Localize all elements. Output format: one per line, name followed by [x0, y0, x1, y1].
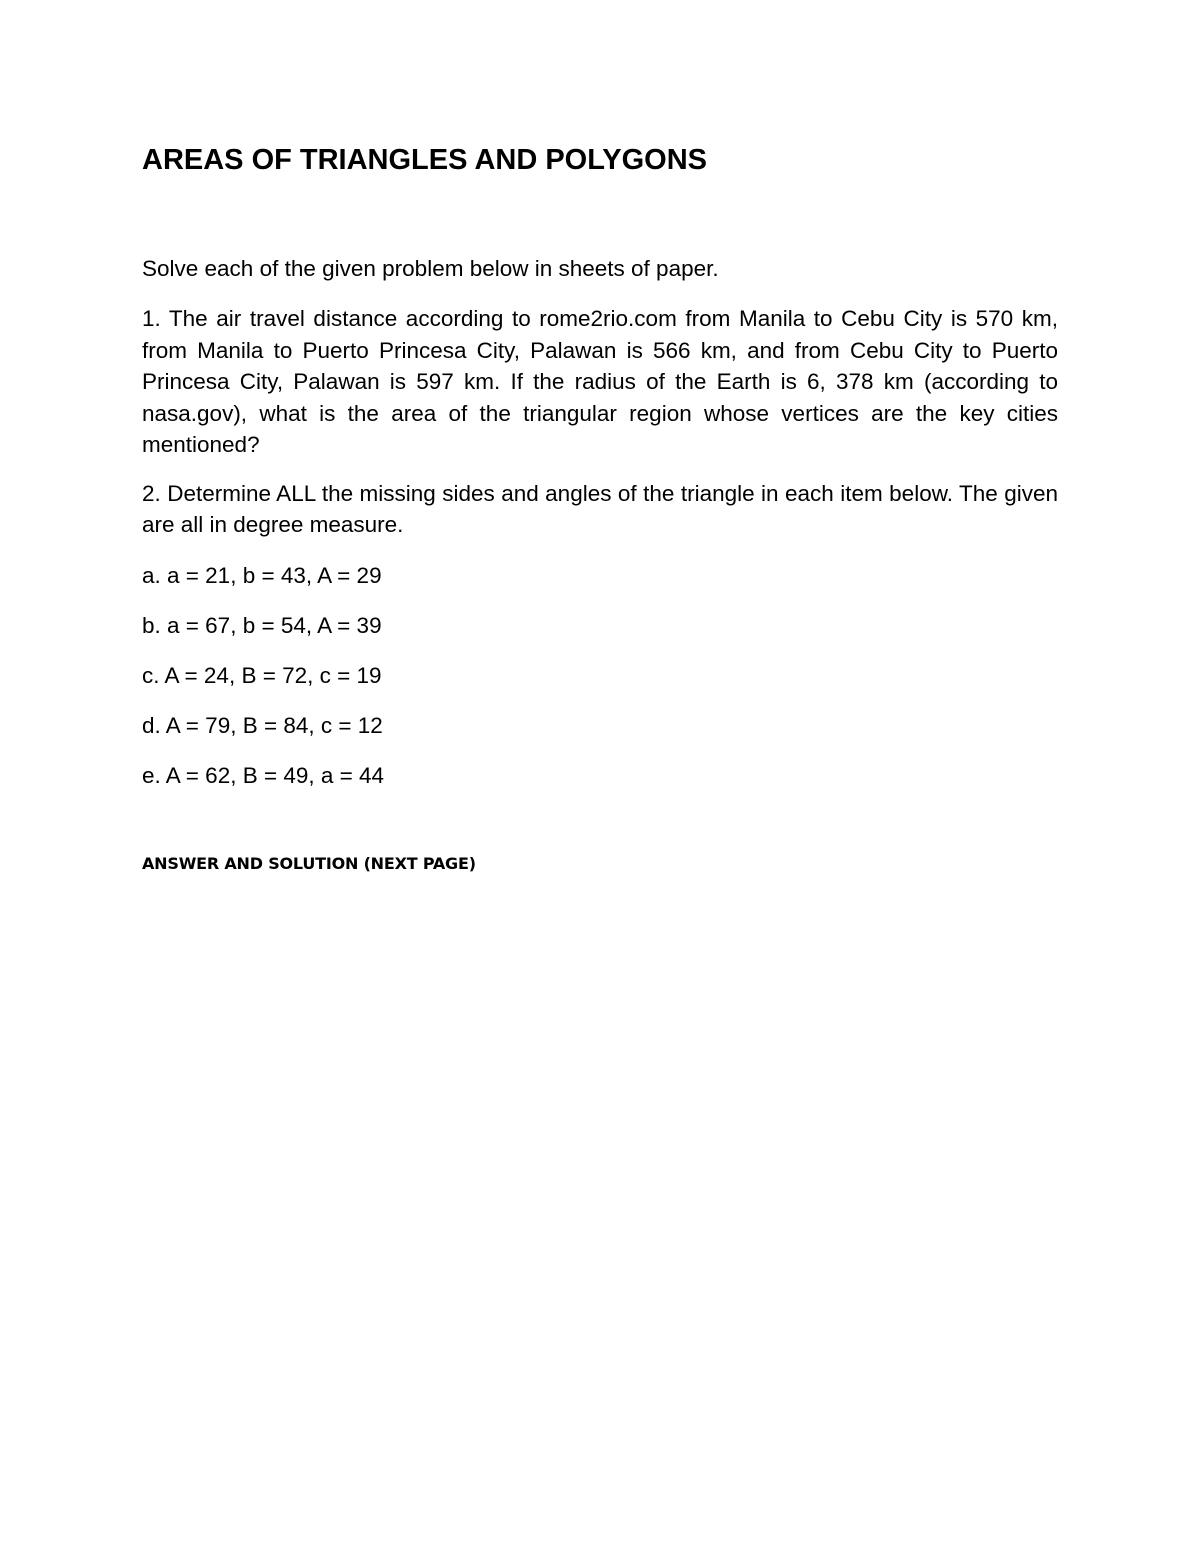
answer-note: ANSWER AND SOLUTION (NEXT PAGE) — [142, 853, 476, 873]
item-b: b. a = 67, b = 54, A = 39 — [142, 612, 382, 638]
problem-2-text: 2. Determine ALL the missing sides and angles of the triangle in each item below. The given are all in degree measure. — [142, 480, 1058, 537]
instructions-text: Solve each of the given problem below in sheets of paper. — [142, 256, 719, 281]
item-d: d. A = 79, B = 84, c = 12 — [142, 712, 383, 738]
item-e: e. A = 62, B = 49, a = 44 — [142, 762, 385, 788]
document-content — [142, 140, 1058, 875]
item-a: a. a = 21, b = 43, A = 29 — [142, 562, 382, 588]
item-c: c. A = 24, B = 72, c = 19 — [142, 662, 382, 688]
problem-1-text: 1. The air travel distance according to rome2rio.com from Manila to Cebu City is 570 km, from Manila to Puerto Princesa City, Palawan is 566 km, and from Cebu City to Puerto Princesa City, Palawan is 597 km. If the radius of the Earth is 6, 378 km (according to nasa.gov), what is the area of the triangular region whose vertices are the key cities mentioned? — [142, 306, 1058, 457]
page-title: AREAS OF TRIANGLES AND POLYGONS — [142, 144, 708, 176]
